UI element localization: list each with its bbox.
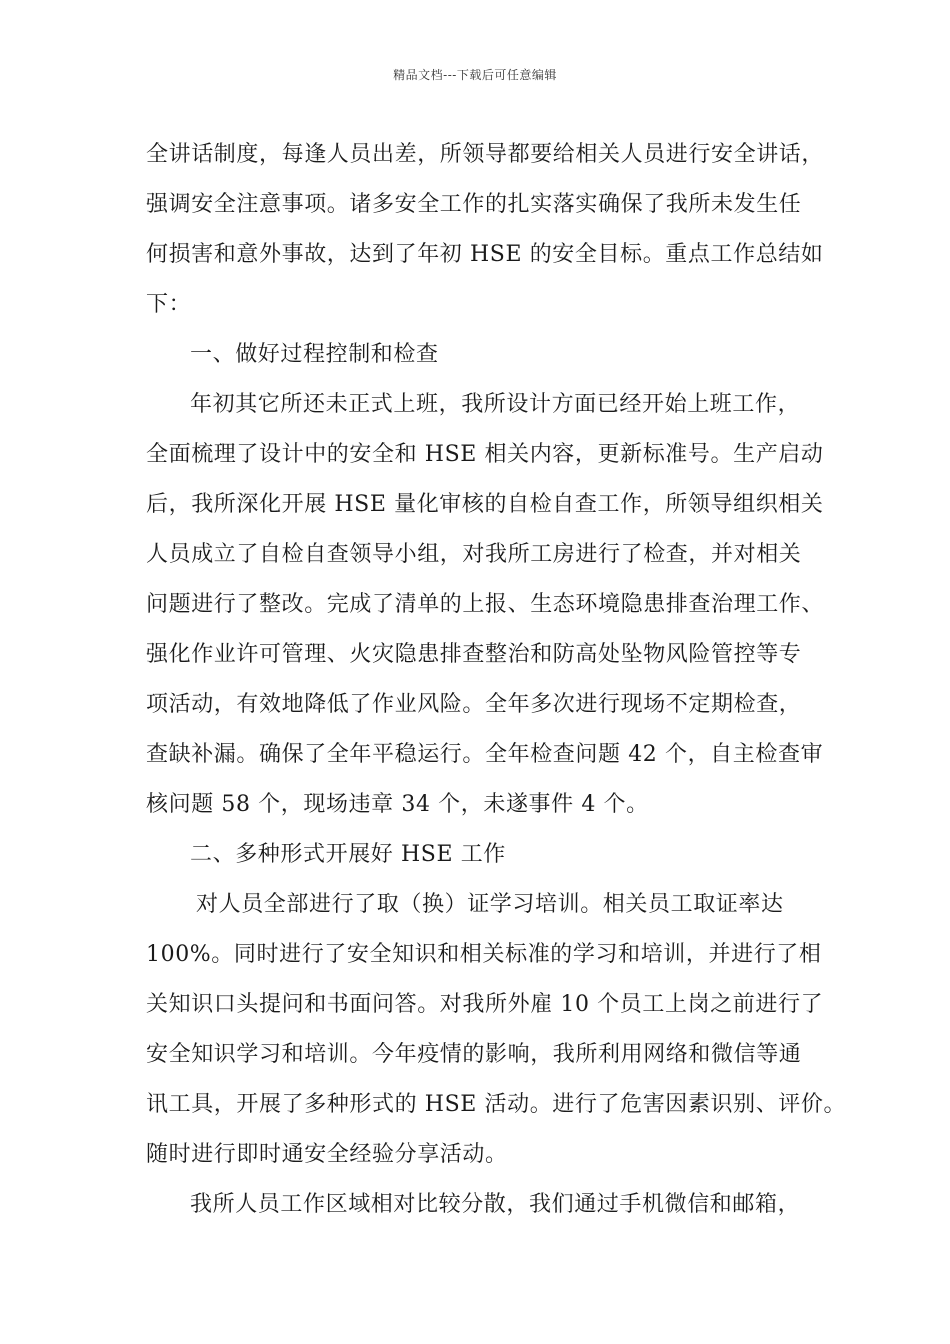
text-line: 关知识口头提问和书面问答。对我所外雇 10 个员工上岗之前进行了 [146, 992, 824, 1017]
text-line: 人员成立了自检自查领导小组，对我所工房进行了检查，并对相关 [146, 542, 802, 567]
text-line: 强化作业许可管理、火灾隐患排查整治和防高处坠物风险管控等专 [146, 642, 802, 667]
text-line: 随时进行即时通安全经验分享活动。 [146, 1142, 508, 1167]
text-line: 何损害和意外事故，达到了年初 HSE 的安全目标。重点工作总结如 [146, 242, 824, 267]
text-line: 后，我所深化开展 HSE 量化审核的自检自查工作，所领导组织相关 [146, 492, 824, 517]
text-line: 强调安全注意事项。诸多安全工作的扎实落实确保了我所未发生任 [146, 192, 802, 217]
text-line: 我所人员工作区域相对比较分散，我们通过手机微信和邮箱， [190, 1192, 801, 1217]
text-line: 100%。同时进行了安全知识和相关标准的学习和培训，并进行了相 [146, 942, 822, 967]
text-line: 核问题 58 个，现场违章 34 个，未遂事件 4 个。 [146, 792, 649, 817]
text-line: 全讲话制度，每逢人员出差，所领导都要给相关人员进行安全讲话， [146, 142, 825, 167]
text-line: 下： [146, 292, 192, 317]
text-line: 问题进行了整改。完成了清单的上报、生态环境隐患排查治理工作、 [146, 592, 825, 617]
text-line: 年初其它所还未正式上班，我所设计方面已经开始上班工作， [190, 392, 801, 417]
text-line: 对人员全部进行了取（换）证学习培训。相关员工取证率达 [196, 892, 784, 917]
page-header: 精品文档---下载后可任意编辑 [393, 68, 557, 82]
text-line: 查缺补漏。确保了全年平稳运行。全年检查问题 42 个，自主检查审 [146, 742, 824, 767]
text-line: 项活动，有效地降低了作业风险。全年多次进行现场不定期检查， [146, 692, 802, 717]
section-heading-2: 二、多种形式开展好 HSE 工作 [190, 842, 506, 867]
text-line: 全面梳理了设计中的安全和 HSE 相关内容，更新标准号。生产启动 [146, 442, 824, 467]
section-heading-1: 一、做好过程控制和检查 [190, 342, 439, 367]
text-line: 安全知识学习和培训。今年疫情的影响，我所利用网络和微信等通 [146, 1042, 802, 1067]
text-line: 讯工具，开展了多种形式的 HSE 活动。进行了危害因素识别、评价。 [146, 1092, 847, 1117]
document-body [146, 130, 847, 1230]
